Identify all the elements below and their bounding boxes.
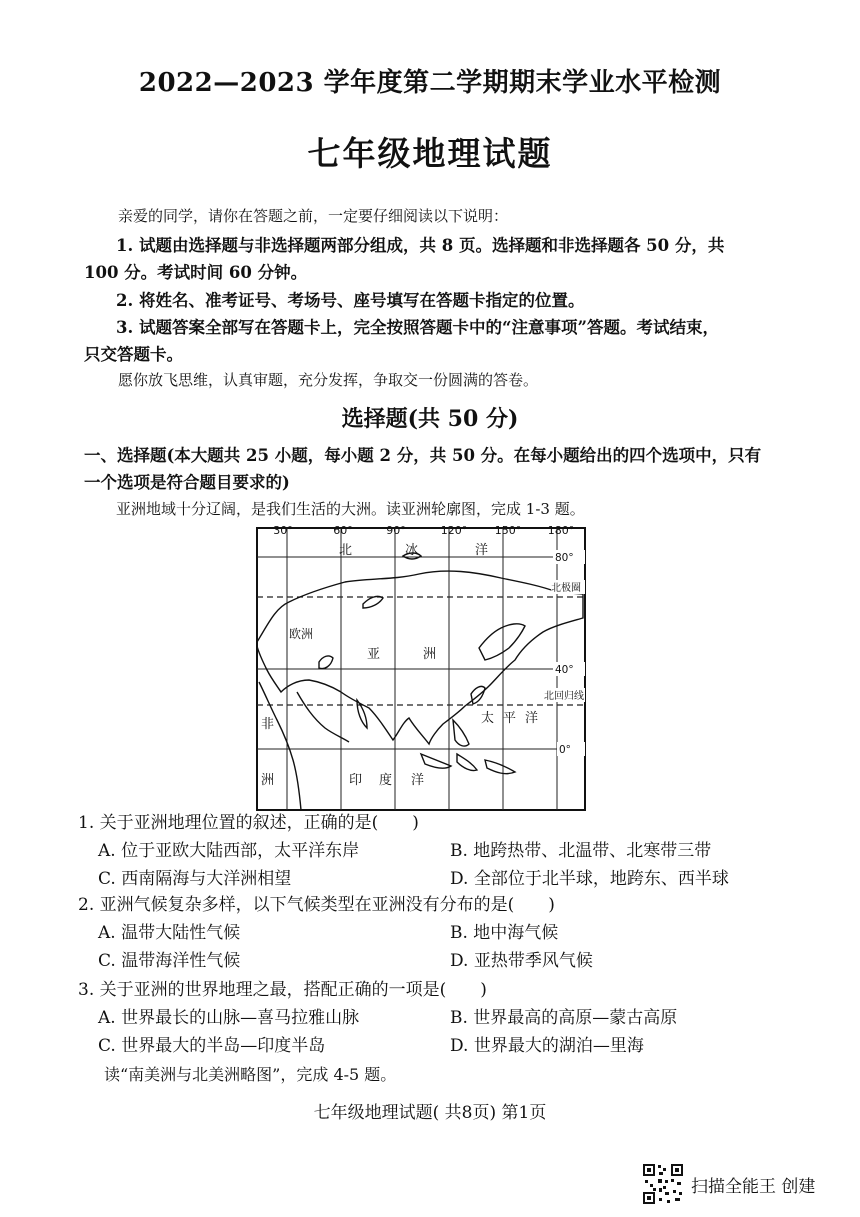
intro-item-3-cont: 只交答题卡。 xyxy=(84,345,183,364)
question-1-option-b: B. 地跨热带、北温带、北寒带三带 xyxy=(450,841,712,861)
question-2-option-b: B. 地中海气候 xyxy=(450,923,559,943)
section-instruction-1: 一、选择题(本大题共 25 小题，每小题 2 分，共 50 分。在每小题给出的四个选项中，只有 xyxy=(84,446,762,465)
intro-item-3: 3. 试题答案全部写在答题卡上，完全按照答题卡中的“注意事项”答题。考试结束， xyxy=(116,318,719,337)
question-1-stem: 1. 关于亚洲地理位置的叙述，正确的是( ) xyxy=(78,813,419,833)
question-3-stem: 3. 关于亚洲的世界地理之最，搭配正确的一项是( ) xyxy=(78,980,487,1000)
map-question-lead: 亚洲地域十分辽阔，是我们生活的大洲。读亚洲轮廓图，完成 1-3 题。 xyxy=(116,500,585,518)
lat-label-0: 0° xyxy=(559,744,571,756)
question-2-option-a: A. 温带大陆性气候 xyxy=(98,923,241,943)
lon-label-90: 90° xyxy=(386,524,406,537)
question-3-option-d: D. 世界最大的湖泊—里海 xyxy=(450,1036,644,1056)
intro-item-2: 2. 将姓名、准考证号、考场号、座号填写在答题卡指定的位置。 xyxy=(116,291,585,310)
intro-item-1: 1. 试题由选择题与非选择题两部分组成，共 8 页。选择题和非选择题各 50 分，共 xyxy=(116,236,725,255)
lon-label-150: 150° xyxy=(494,524,522,537)
intro-closing: 愿你放飞思维，认真审题，充分发挥，争取交一份圆满的答卷。 xyxy=(118,371,539,389)
exam-title: 2022—2023 学年度第二学期期末学业水平检测 xyxy=(138,68,722,98)
lon-label-60: 60° xyxy=(333,524,353,537)
question-3-option-b: B. 世界最高的高原—蒙古高原 xyxy=(450,1008,678,1028)
page-footer: 七年级地理试题( 共8页) 第1页 xyxy=(313,1103,547,1123)
section-title: 选择题(共 50 分) xyxy=(341,406,519,432)
question-3-option-c: C. 世界最大的半岛—印度半岛 xyxy=(98,1036,326,1056)
lon-label-30: 30° xyxy=(273,524,293,537)
lat-label-40: 40° xyxy=(555,664,574,676)
scanner-app-text: 扫描全能王 创建 xyxy=(691,1177,816,1197)
question-1-option-c: C. 西南隔海与大洋洲相望 xyxy=(98,869,292,889)
question-1-option-a: A. 位于亚欧大陆西部，太平洋东岸 xyxy=(98,841,360,861)
lon-label-120: 120° xyxy=(440,524,468,537)
label-indian-2: 度 xyxy=(379,773,393,788)
lon-label-180: 180° xyxy=(547,524,575,537)
label-asia-1: 亚 xyxy=(367,647,381,662)
question-2-option-d: D. 亚热带季风气候 xyxy=(450,951,593,971)
question-2-stem: 2. 亚洲气候复杂多样，以下气候类型在亚洲没有分布的是( ) xyxy=(78,895,555,915)
asia-outline-map xyxy=(253,522,599,814)
qr-code-icon xyxy=(641,1162,685,1206)
label-europe: 欧洲 xyxy=(289,627,314,641)
lat-label-80: 80° xyxy=(555,552,574,564)
label-pacific-3: 洋 xyxy=(525,711,539,726)
label-pacific-2: 平 xyxy=(503,711,517,726)
label-indian-1: 印 xyxy=(349,773,363,788)
next-question-lead: 读“南美洲与北美洲略图”，完成 4-5 题。 xyxy=(104,1065,397,1084)
label-africa-1: 非 xyxy=(261,717,275,732)
label-asia-2: 洲 xyxy=(423,647,437,662)
label-indian-3: 洋 xyxy=(411,773,425,788)
intro-greeting: 亲爱的同学，请你在答题之前，一定要仔细阅读以下说明： xyxy=(118,207,509,225)
lat-label-tropic-of-cancer: 北回归线 xyxy=(544,691,584,702)
label-africa-2: 洲 xyxy=(261,773,275,788)
question-3-option-a: A. 世界最长的山脉—喜马拉雅山脉 xyxy=(98,1008,360,1028)
asia-map-svg xyxy=(253,522,599,814)
question-2-option-c: C. 温带海洋性气候 xyxy=(98,951,241,971)
intro-item-1-cont: 100 分。考试时间 60 分钟。 xyxy=(84,263,308,282)
question-1-option-d: D. 全部位于北半球，地跨东、西半球 xyxy=(450,869,729,889)
label-arctic-1: 北 xyxy=(339,543,353,558)
subject-title: 七年级地理试题 xyxy=(307,134,553,173)
section-instruction-2: 一个选项是符合题目要求的) xyxy=(84,473,290,492)
label-pacific-1: 太 xyxy=(481,711,495,726)
lat-label-arctic-circle: 北极圈 xyxy=(551,583,581,594)
label-arctic-2: 冰 xyxy=(405,543,419,558)
label-arctic-3: 洋 xyxy=(475,543,489,558)
